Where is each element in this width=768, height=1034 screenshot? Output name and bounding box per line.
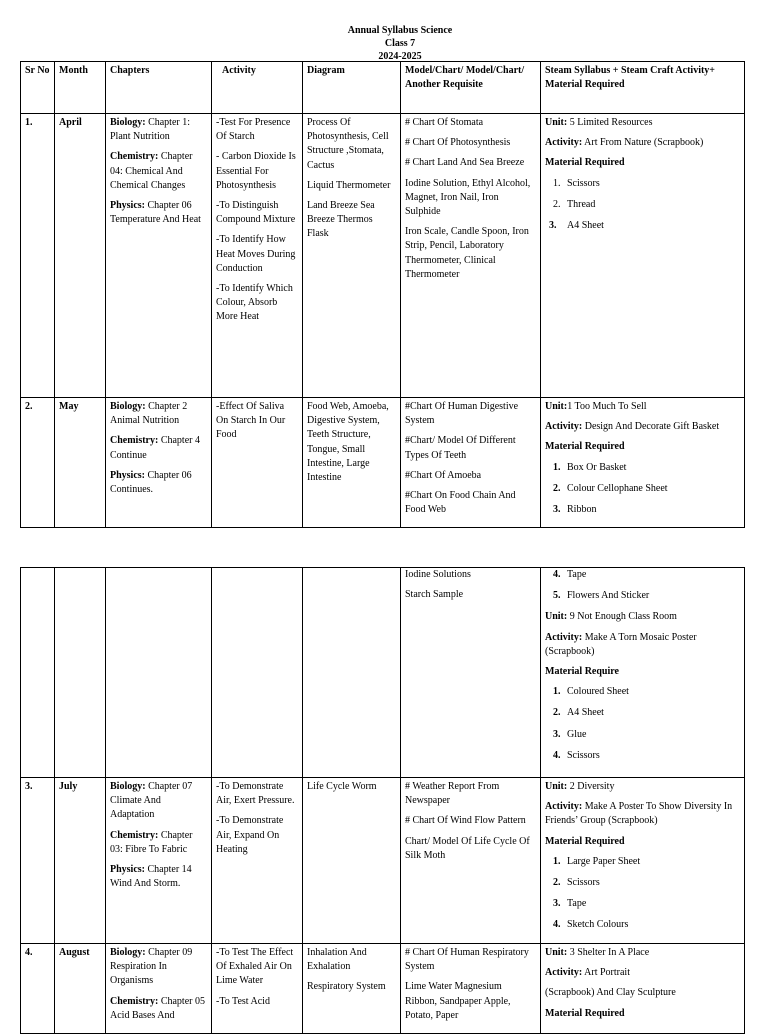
activity-item: -To Test Acid bbox=[216, 995, 270, 1007]
material-item: 2. A4 Sheet bbox=[563, 706, 740, 720]
material-heading: Material Required bbox=[545, 835, 625, 847]
model-item: Iodine Solutions bbox=[405, 569, 471, 580]
cell-activity bbox=[212, 944, 303, 1034]
model-item: # Chart Of Wind Flow Pattern bbox=[405, 815, 526, 827]
unit-text: 5 Limited Resources bbox=[567, 117, 653, 128]
cell-diagram bbox=[303, 778, 401, 944]
cell-month: July bbox=[55, 778, 106, 944]
diagram-item: Life Cycle Worm bbox=[307, 781, 377, 792]
diagram-item: Respiratory System bbox=[307, 981, 386, 993]
chapter-label: Biology: bbox=[110, 781, 146, 792]
activity-item: - Carbon Dioxide Is Essential For Photosynthesis bbox=[216, 151, 296, 191]
steam-activity-label: Activity: bbox=[545, 631, 583, 643]
diagram-item: Liquid Thermometer bbox=[307, 179, 391, 191]
chapter-text: Chapter 4 Continue bbox=[110, 435, 200, 461]
model-item: #Chart/ Model Of Different Types Of Teeth bbox=[405, 435, 516, 461]
material-item: 5. Flowers And Sticker bbox=[563, 589, 740, 603]
chapter-label: Biology: bbox=[110, 117, 146, 128]
table-row bbox=[21, 398, 745, 528]
material-item: 1. Large Paper Sheet bbox=[563, 855, 740, 869]
chapter-text: Chapter 06 Continues. bbox=[110, 469, 192, 495]
syllabus-table-page-1 bbox=[20, 61, 745, 528]
material-list bbox=[545, 685, 740, 763]
chapter-label: Physics: bbox=[110, 863, 145, 875]
cell-month: April bbox=[55, 114, 106, 398]
cell-model bbox=[401, 778, 541, 944]
header-activity: Activity bbox=[212, 62, 303, 114]
diagram-item: Food Web, Amoeba, Digestive System, Teeth Structure, Tongue, Small Intestine, Large Intestine bbox=[307, 401, 389, 483]
steam-activity-label: Activity: bbox=[545, 801, 583, 813]
header-diagram: Diagram bbox=[303, 62, 401, 114]
model-item: # Chart Of Stomata bbox=[405, 117, 484, 128]
unit-text: 1 Too Much To Sell bbox=[567, 401, 647, 412]
cell-chapters bbox=[106, 398, 212, 528]
chapter-text: Chapter 2 Animal Nutrition bbox=[110, 401, 188, 427]
cell-sr: 2. bbox=[21, 398, 55, 528]
steam-activity-label: Activity: bbox=[545, 421, 583, 433]
model-item: # Weather Report From Newspaper bbox=[405, 781, 500, 807]
activity-item: -Test For Presence Of Starch bbox=[216, 117, 291, 143]
document-title bbox=[0, 24, 768, 63]
cell-diagram bbox=[303, 568, 401, 778]
title-line-1: Annual Syllabus Science bbox=[347, 25, 453, 36]
material-heading: Material Required bbox=[545, 157, 625, 169]
chapter-text: Chapter 03: Fibre To Fabric bbox=[110, 829, 193, 855]
cell-activity bbox=[212, 778, 303, 944]
chapter-label: Chemistry: bbox=[110, 829, 159, 841]
activity-item: -To Identify Which Colour, Absorb More Heat bbox=[216, 282, 293, 323]
cell-steam bbox=[541, 568, 745, 778]
cell-model bbox=[401, 398, 541, 528]
cell-sr: 1. bbox=[21, 114, 55, 398]
steam-activity-text: Art From Nature (Scrapbook) bbox=[582, 137, 704, 149]
chapter-label: Biology: bbox=[110, 947, 146, 958]
material-list bbox=[545, 855, 740, 933]
chapter-label: Chemistry: bbox=[110, 435, 159, 447]
syllabus-table-page-2 bbox=[20, 567, 745, 1034]
material-item: 1. Box Or Basket bbox=[563, 461, 740, 475]
chapter-text: Chapter 07 Climate And Adaptation bbox=[110, 781, 193, 821]
material-item: 4. Scissors bbox=[563, 749, 740, 763]
diagram-item: Process Of Photosynthesis, Cell Structure ,Stomata, Cactus bbox=[307, 117, 389, 171]
cell-chapters bbox=[106, 778, 212, 944]
header-chapters: Chapters bbox=[106, 62, 212, 114]
cell-activity bbox=[212, 114, 303, 398]
title-line-3: 2024-2025 bbox=[378, 51, 422, 62]
model-item: #Chart On Food Chain And Food Web bbox=[405, 489, 516, 516]
chapter-label: Physics: bbox=[110, 199, 145, 211]
header-row bbox=[21, 62, 745, 114]
material-item: 1. Scissors bbox=[563, 177, 740, 191]
activity-item: -To Identify How Heat Moves During Conduction bbox=[216, 234, 296, 274]
model-item: Chart/ Model Of Life Cycle Of Silk Moth bbox=[405, 835, 530, 861]
cell-sr bbox=[21, 568, 55, 778]
chapter-text: Chapter 1: Plant Nutrition bbox=[110, 117, 190, 143]
cell-model bbox=[401, 568, 541, 778]
unit-text: 9 Not Enough Class Room bbox=[567, 611, 677, 623]
unit-label: Unit: bbox=[545, 611, 568, 623]
header-month: Month bbox=[55, 62, 106, 114]
activity-item: -To Demonstrate Air, Exert Pressure. bbox=[216, 781, 295, 807]
model-item: Lime Water Magnesium Ribbon, Sandpaper Apple, Potato, Paper bbox=[405, 981, 511, 1021]
cell-chapters bbox=[106, 568, 212, 778]
material-heading: Material Required bbox=[545, 1007, 625, 1019]
steam-activity-text: Make A Poster To Show Diversity In Friends’ Group (Scrapbook) bbox=[545, 801, 733, 827]
cell-steam bbox=[541, 778, 745, 944]
material-item: 4. Sketch Colours bbox=[563, 918, 740, 932]
unit-label: Unit: bbox=[545, 117, 568, 128]
material-item: 1. Coloured Sheet bbox=[563, 685, 740, 699]
material-item: 2. Colour Cellophane Sheet bbox=[563, 482, 740, 496]
diagram-item: Land Breeze Sea Breeze Thermos Flask bbox=[307, 199, 375, 240]
cell-diagram bbox=[303, 944, 401, 1034]
model-item: # Chart Land And Sea Breeze bbox=[405, 157, 525, 169]
cell-diagram bbox=[303, 114, 401, 398]
chapter-text: Chapter 05 Acid Bases And bbox=[110, 995, 205, 1021]
cell-activity bbox=[212, 568, 303, 778]
header-model: Model/Chart/ Model/Chart/ Another Requisite bbox=[401, 62, 541, 114]
unit-label: Unit: bbox=[545, 401, 568, 412]
chapter-text: Chapter 04: Chemical And Chemical Changes bbox=[110, 151, 193, 191]
cell-model bbox=[401, 944, 541, 1034]
chapter-text: Chapter 14 Wind And Storm. bbox=[110, 863, 192, 890]
activity-item: -To Test The Effect Of Exhaled Air On Lime Water bbox=[216, 947, 294, 987]
cell-steam bbox=[541, 398, 745, 528]
unit-label: Unit: bbox=[545, 781, 568, 792]
material-list bbox=[545, 461, 740, 518]
chapter-text: Chapter 06 Temperature And Heat bbox=[110, 199, 201, 226]
model-item: #Chart Of Amoeba bbox=[405, 469, 482, 481]
cell-model bbox=[401, 114, 541, 398]
unit-label: Unit: bbox=[545, 947, 568, 958]
material-item: 2. Thread bbox=[563, 198, 740, 212]
cell-chapters bbox=[106, 944, 212, 1034]
activity-item: -Effect Of Saliva On Starch In Our Food bbox=[216, 401, 286, 441]
cell-steam bbox=[541, 114, 745, 398]
unit-text: 2 Diversity bbox=[567, 781, 615, 792]
model-item: Starch Sample bbox=[405, 589, 464, 601]
cell-chapters bbox=[106, 114, 212, 398]
chapter-label: Chemistry: bbox=[110, 151, 159, 163]
cell-activity bbox=[212, 398, 303, 528]
table-row bbox=[21, 114, 745, 398]
cell-month: May bbox=[55, 398, 106, 528]
table-row bbox=[21, 778, 745, 944]
material-item: 3. Glue bbox=[563, 728, 740, 742]
header-steam: Steam Syllabus + Steam Craft Activity+ Material Required bbox=[541, 62, 745, 114]
material-list bbox=[545, 177, 740, 234]
material-item: 3. Ribbon bbox=[563, 503, 740, 517]
steam-activity-text: Design And Decorate Gift Basket bbox=[582, 421, 720, 433]
material-item: 2. Scissors bbox=[563, 876, 740, 890]
steam-activity-label: Activity: bbox=[545, 967, 583, 979]
material-list bbox=[545, 568, 740, 603]
chapter-label: Biology: bbox=[110, 401, 146, 412]
steam-activity-extra: (Scrapbook) And Clay Sculpture bbox=[545, 987, 676, 999]
table-row bbox=[21, 944, 745, 1034]
cell-diagram bbox=[303, 398, 401, 528]
table-row-continued bbox=[21, 568, 745, 778]
chapter-label: Chemistry: bbox=[110, 995, 159, 1007]
title-line-2: Class 7 bbox=[384, 38, 416, 49]
material-item-text: A4 Sheet bbox=[567, 219, 604, 231]
material-item: 3. Tape bbox=[563, 897, 740, 911]
chapter-label: Physics: bbox=[110, 469, 145, 481]
material-item: 4. Tape bbox=[563, 568, 740, 582]
model-item: #Chart Of Human Digestive System bbox=[405, 401, 519, 427]
material-item: 3. A4 Sheet bbox=[549, 219, 604, 231]
cell-steam bbox=[541, 944, 745, 1034]
model-item: # Chart Of Human Respiratory System bbox=[405, 947, 529, 973]
chapter-text: Chapter 09 Respiration In Organisms bbox=[110, 947, 193, 987]
activity-item: -To Demonstrate Air, Expand On Heating bbox=[216, 815, 284, 855]
unit-text: 3 Shelter In A Place bbox=[567, 947, 650, 958]
cell-month: August bbox=[55, 944, 106, 1034]
activity-item: -To Distinguish Compound Mixture bbox=[216, 199, 296, 226]
steam-activity-text: Make A Torn Mosaic Poster (Scrapbook) bbox=[545, 631, 697, 657]
model-item: # Chart Of Photosynthesis bbox=[405, 137, 511, 149]
material-heading: Material Required bbox=[545, 441, 625, 453]
steam-activity-label: Activity: bbox=[545, 137, 583, 149]
model-item: Iron Scale, Candle Spoon, Iron Strip, Pencil, Laboratory Thermometer, Clinical Thermometer bbox=[405, 226, 529, 280]
model-item: Iodine Solution, Ethyl Alcohol, Magnet, Iron Nail, Iron Sulphide bbox=[405, 177, 531, 217]
cell-sr: 4. bbox=[21, 944, 55, 1034]
cell-sr: 3. bbox=[21, 778, 55, 944]
cell-month bbox=[55, 568, 106, 778]
header-sr: Sr No bbox=[21, 62, 55, 114]
diagram-item: Inhalation And Exhalation bbox=[307, 947, 367, 973]
steam-activity-text: Art Portrait bbox=[582, 967, 630, 979]
material-heading: Material Require bbox=[545, 665, 619, 677]
